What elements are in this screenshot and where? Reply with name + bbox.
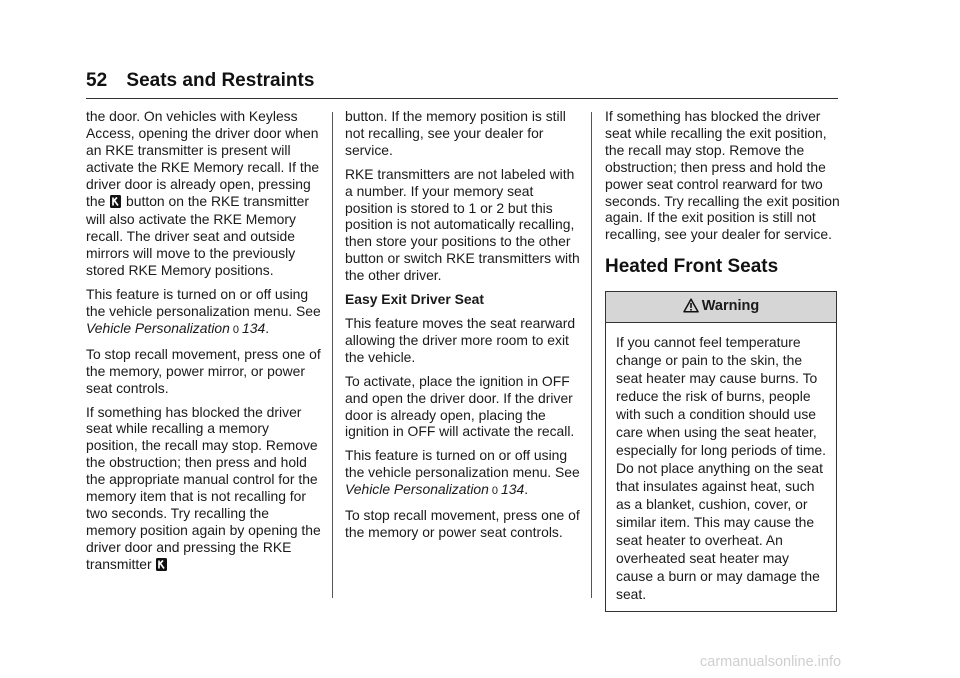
- column-1: [86, 108, 322, 582]
- rke-key-icon: [110, 195, 121, 212]
- column-divider: [332, 112, 333, 598]
- page-header: [86, 70, 314, 92]
- paragraph: To activate, place the ignition in OFF and open the driver door. If the driver door is already open, placing the ignition in OFF will activate the recall.: [345, 372, 575, 440]
- section-title: Heated Front Seats: [605, 256, 779, 278]
- paragraph: the door. On vehicles with Keyless Access, opening the driver door when an RKE transmitter is present will activate the RKE Memory recall. If the driver door is already open, pressing the button on the RKE transmitter will also activate the RKE Memory recall. The driver seat and outside mirrors will move to the previously stored RKE Memory positions.: [86, 108, 320, 279]
- column-3: [605, 108, 841, 612]
- paragraph: RKE transmitters are not labeled with a number. If your memory seat position is stored to 1 or 2 but this position is not automatically recalling, then store your positions to the other button or switch RKE transmitters with the other driver.: [345, 165, 580, 284]
- page-number: 52: [86, 70, 108, 91]
- cross-reference-link[interactable]: Vehicle Personalization: [86, 319, 230, 336]
- page-reference[interactable]: 134: [242, 319, 266, 336]
- paragraph: To stop recall movement, press one of the memory, power mirror, or power seat controls.: [86, 345, 321, 396]
- paragraph: If something has blocked the driver seat while recalling the exit position, the recall may stop. Remove the obstruction; then press and hold the power seat control rearward for two seconds. Try recalling the exit position again. If the exit position is still not recalling, see your dealer for service.: [605, 108, 840, 243]
- section-header-title: Seats and Restraints: [126, 70, 315, 91]
- paragraph: This feature moves the seat rearward allowing the driver more room to exit the vehicle.: [345, 314, 576, 365]
- warning-triangle-icon: [683, 298, 702, 314]
- cross-reference-link[interactable]: Vehicle Personalization: [345, 481, 489, 498]
- subsection-heading: Easy Exit Driver Seat: [345, 291, 484, 308]
- rke-key-icon: [156, 558, 167, 575]
- warning-box: [605, 291, 837, 612]
- warning-body: If you cannot feel temperature change or pain to the skin, the seat heater may cause burns. To reduce the risk of burns, people with such a condition should use care when using the seat heater, especially for long periods of time. Do not place anything on the seat that insulates against heat, such as a blanket, cushion, cover, or similar item. This may cause the seat heater to overheat. An overheated seat heater may cause a burn or may damage the seat.: [616, 334, 827, 603]
- column-divider: [591, 112, 592, 598]
- watermark: carmanualsonline.info: [700, 654, 842, 670]
- warning-title: Warning: [701, 298, 760, 315]
- column-2: [345, 108, 581, 548]
- page-reference[interactable]: 134: [501, 481, 525, 498]
- paragraph: This feature is turned on or off using the vehicle personalization menu. See Vehicle Personalization 0 134.: [345, 447, 580, 498]
- page-ref-symbol: 0: [232, 323, 240, 336]
- warning-header: [606, 292, 836, 323]
- paragraph: This feature is turned on or off using the vehicle personalization menu. See Vehicle Personalization 0 134.: [86, 286, 321, 336]
- paragraph: button. If the memory position is still not recalling, see your dealer for service.: [345, 108, 566, 158]
- page-ref-symbol: 0: [491, 485, 499, 498]
- paragraph: To stop recall movement, press one of the memory or power seat controls.: [345, 507, 580, 540]
- paragraph: If something has blocked the driver seat while recalling a memory position, the recall may stop. Remove the obstruction; then press and hold the appropriate manual control for the memory item that is not recalling for two seconds. Try recalling the memory position again by opening the driver door and pressing the RKE transmitter: [86, 404, 322, 575]
- header-rule: [86, 98, 838, 99]
